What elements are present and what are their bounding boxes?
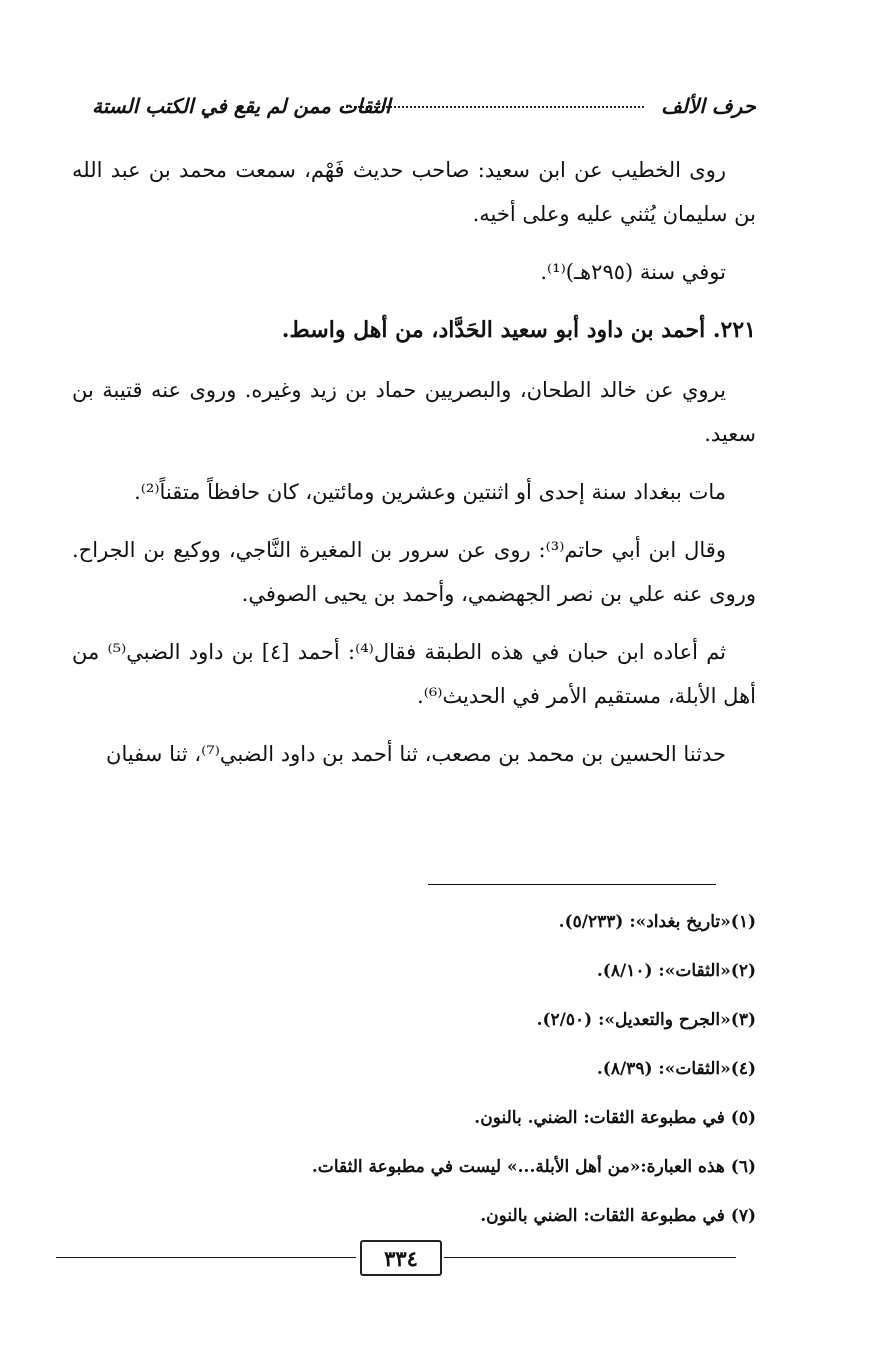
footnote-separator: [428, 884, 716, 885]
bottom-rule-right: [444, 1257, 736, 1258]
paragraph: مات ببغداد سنة إحدى أو اثنتين وعشرين ومائتين، كان حافظاً متقناً⁽²⁾.: [134, 480, 726, 504]
main-text: [72, 148, 756, 790]
paragraph: روى الخطيب عن ابن سعيد: صاحب حديث فَهْم، سمعت محمد بن عبد الله بن سليمان يُثني عليه وعلى أخيه.: [72, 158, 756, 226]
bottom-rule-left: [56, 1257, 356, 1258]
footnote: (٥) في مطبوعة الثقات: الضني. بالنون.: [474, 1108, 756, 1128]
paragraph: توفي سنة (٢٩٥هـ)⁽¹⁾.: [540, 260, 726, 284]
entry-heading: ٢٢١. أحمد بن داود أبو سعيد الحَدَّاد، من أهل واسط.: [281, 317, 756, 343]
paragraph: وقال ابن أبي حاتم⁽³⁾: روى عن سرور بن المغيرة النَّاجي، ووكيع بن الجراح. وروى عنه علي بن نصر الجهضمي، وأحمد بن يحيى الصوفي.: [72, 538, 756, 606]
running-head-book-title: الثقات ممن لم يقع في الكتب الستة: [92, 94, 391, 118]
footnote: (٣)«الجرح والتعديل»: (٢/٥٠).: [536, 1010, 756, 1030]
page-number: ٣٣٤: [360, 1240, 442, 1276]
running-head-chapter: حرف الألف: [661, 94, 756, 118]
footnote: (١)«تاريخ بغداد»: (٥/٢٣٣).: [558, 912, 756, 932]
paragraph: يروي عن خالد الطحان، والبصريين حماد بن زيد وغيره. وروى عنه قتيبة بن سعيد.: [72, 378, 756, 446]
footnote: (٧) في مطبوعة الثقات: الضني بالنون.: [480, 1206, 756, 1226]
footnote: (٤)«الثقات»: (٨/٣٩).: [596, 1059, 756, 1079]
running-head: [92, 88, 756, 124]
footnote: (٦) هذه العبارة:«من أهل الأبلة...» ليست في مطبوعة الثقات.: [311, 1157, 756, 1177]
footnote: (٢)«الثقات»: (٨/١٠).: [596, 961, 756, 981]
paragraph: حدثنا الحسين بن محمد بن مصعب، ثنا أحمد بن داود الضبي⁽⁷⁾، ثنا سفيان: [106, 742, 726, 766]
footnotes: [200, 898, 756, 1241]
paragraph: ثم أعاده ابن حبان في هذه الطبقة فقال⁽⁴⁾: أحمد [٤] بن داود الضبي⁽⁵⁾ من أهل الأبلة، مستقيم الأمر في الحديث⁽⁶⁾.: [72, 640, 756, 708]
